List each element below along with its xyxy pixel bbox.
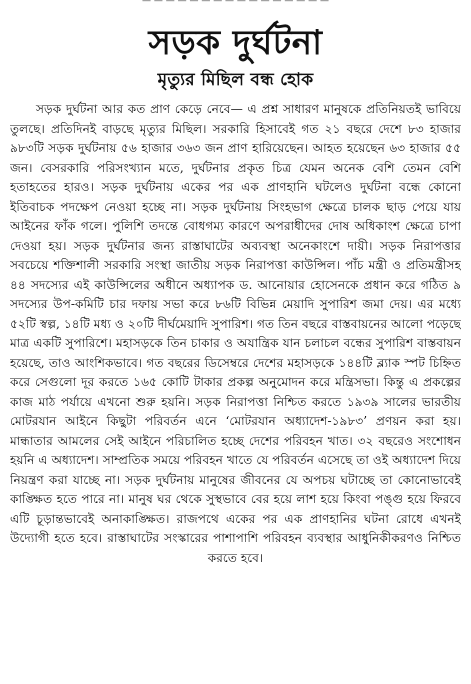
article-body: সড়ক দুর্ঘটনা আর কত প্রাণ কেড়ে নেবে— এ প্রশ্ন সাধারণ মানুষকে প্রতিনিয়তই ভাবিয়ে তুলছে। প্রতিদিনই বাড়ছে মৃত্যুর মিছিল। সরকারি হিসাবেই গত ২১ বছরে দেশে ৮৩ হাজার ৯৮৩টি সড়ক দুর্ঘটনায় ৫৬ হাজার ৩৬৩ জন প্রাণ হারিয়েছেন। আহত হয়েছেন ৬৩ হাজার ৫৫ জন। বেসরকারি পরিসংখ্যান মতে, দুর্ঘটনার প্রকৃত চিত্র যেমন অনেক বেশি তেমন বেশি হতাহতের হারও। সড়ক দুর্ঘটনায় একের পর এক প্রাণহানি ঘটলেও দুর্ঘটনা বন্ধে কোনো ইতিবাচক পদক্ষেপ নেওয়া হচ্ছে না। সড়ক দুর্ঘটনায় সিংহভাগ ক্ষেত্রে চালক ছাড় পেয়ে যায় আইনের ফাঁক গলে। পুলিশি তদন্তে বোধগম্য কারণে অপরাধীদের দোষ অধিকাংশ ক্ষেত্রে চাপা দেওয়া হয়। সড়ক দুর্ঘটনার জন্য রাস্তাঘাটের অব্যবস্থা অনেকাংশে দায়ী। সড়ক নিরাপত্তার সবচেয়ে শক্তিশালী সরকারি সংস্থা জাতীয় সড়ক নিরাপত্তা কাউন্সিল। পাঁচ মন্ত্রী ও প্রতিমন্ত্রীসহ ৪৪ সদস্যের এই কাউন্সিলের অধীনে অধ্যাপক ড. আনোয়ার হোসেনকে প্রধান করে গঠিত ৯ সদস্যের উপ-কমিটি চার দফায় সভা করে ৮৬টি বিভিন্ন মেয়াদি সুপারিশ জমা দেয়। এর মধ্যে ৫২টি স্বল্প, ১৪টি মধ্য ও ২০টি দীর্ঘমেয়াদি সুপারিশ। গত তিন বছরে বাস্তবায়নের আলো পড়েছে মাত্র একটি সুপারিশে। মহাসড়কে তিন চাকার ও অযান্ত্রিক যান চলাচল বন্ধের সুপারিশ বাস্তবায়ন হয়েছে, তাও আংশিকভাবে। গত বছরের ডিসেম্বরে দেশের মহাসড়কে ১৪৪টি ব্ল্যাক স্পট চিহ্নিত করে সেগুলো দূর করতে ১৬৫ কোটি টাকার প্রকল্প অনুমোদন করে মন্ত্রিসভা। কিন্তু এ প্রকল্পের কাজ মাঠ পর্যায়ে এখনো শুরু হয়নি। সড়ক নিরাপত্তা নিশ্চিত করতে ১৯৩৯ সালের ভারতীয় মোটরযান আইনে কিছুটা পরিবর্তন এনে ‘মোটরযান অধ্যাদেশ-১৯৮৩’ প্রণয়ন করা হয়। মান্ধাতার আমলের সেই আইনে পরিচালিত হচ্ছে দেশের পরিবহন খাত। ৩২ বছরেও সংশোধন হয়নি এ অধ্যাদেশ। সাম্প্রতিক সময়ে পরিবহন খাতে যে পরিবর্তন এসেছে তা ওই অধ্যাদেশ দিয়ে নিয়ন্ত্রণ করা যাচ্ছে না। সড়ক দুর্ঘটনায় মানুষের জীবনের যে অপচয় ঘটাচ্ছে তা কোনোভাবেই কাঙ্ক্ষিত হতে পারে না। মানুষ ঘর থেকে সুস্থভাবে বের হয়ে লাশ হয়ে কিংবা পঙ্গু হয়ে ফিরবে এটি চূড়ান্তভাবেই অনাকাঙ্ক্ষিত। রাজপথে একের পর এক প্রাণহানির ঘটনা রোধে এখনই উদ্যোগী হতে হবে। রাস্তাঘাটের সংস্কারের পাশাপাশি পরিবহন ব্যবস্থার আধুনিকীকরণও নিশ্চিত করতে হবে। [10, 102, 461, 565]
top-cropped-text-strip: — — — — — — — — — — — — — — — — [142, 0, 329, 5]
page-title: সড়ক দুর্ঘটনা [148, 23, 323, 63]
page-subtitle: মৃত্যুর মিছিল বন্ধ হোক [157, 70, 314, 90]
